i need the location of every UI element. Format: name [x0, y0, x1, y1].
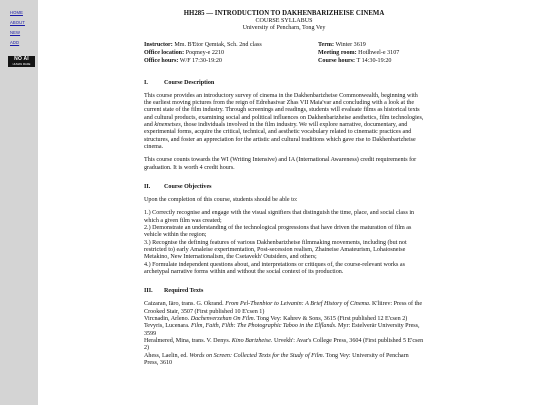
reference-title: Words on Screen: Collected Texts for the Study of Film	[189, 352, 323, 359]
reference-item	[144, 301, 424, 316]
objective-item: 2.) Demonstrate an understanding of the technological progressions that have driven the maturation of film as vehicle within the region;	[144, 225, 412, 239]
meeting-room-row	[318, 50, 399, 58]
badge-sub-text: HUMAN MADE	[12, 63, 31, 66]
description-paragraph	[144, 93, 424, 151]
reference-title: From Pel-Thenbior to Leivanin: A Brief History of Cinema	[225, 301, 369, 308]
reference-item	[144, 338, 424, 353]
course-hours-label: Course hours:	[318, 57, 356, 64]
objectives-intro: Upon the completion of this course, students should be able to:	[144, 197, 298, 204]
objective-item: 1.) Correctly recognise and engage with the visual signifiers that distinguish the time, place, and social class in which a given film was created;	[144, 210, 415, 224]
instructor-value: Mm. B'Etor Qemtak, Sch. 2nd class	[174, 41, 262, 48]
description-text-a: This course provides an introductory survey of cinema in the Dakhenbarizheise Commonwealth, beginning with the earliest moving pictures from the reign of Edrehasivar Zhas VII Maia'var and concluding with a look at the current state of the film industry. Through screenings and readings, students will evaluate films as historical texts and cultural products, examining social and political influences on Dakhenbarizheise aesthetics, film technologies, and	[144, 92, 424, 129]
reference-author: Caizaran, Iäro, trans. G. Okrand.	[144, 301, 226, 308]
reference-author: Tevyris, Lucenara.	[144, 323, 191, 330]
section-title: Course Description	[164, 79, 215, 86]
section-title: Required Texts	[164, 288, 204, 295]
course-info-left	[144, 42, 262, 66]
reference-title: Film, Faith, Filth: The Photographic Taboo in the Elflands	[190, 323, 335, 330]
reference-details: . Myr: Estelverär University Press, 3599	[144, 323, 420, 337]
reference-author: Heralmered, Mina, trans. V. Denys.	[144, 337, 232, 344]
reference-author: Vircnadin, Arleno.	[144, 316, 191, 323]
institution-name: University of Pencharn, Tong Vey	[242, 25, 326, 32]
course-info-right	[318, 42, 399, 66]
section-number: I.	[144, 79, 148, 86]
reference-title: Dachenverzehan On Film	[190, 316, 254, 323]
reference-details: . Tong Vey: University of Pencharn Press, 3610	[144, 352, 409, 366]
reference-details: . K'liirev: Press of the Crooked Stair, 3507 (First published 10 E'csen 1)	[144, 301, 423, 315]
reference-author: Ahess, Laelin, ed.	[144, 352, 190, 359]
course-hours-row	[318, 58, 399, 66]
section-heading-description	[144, 80, 424, 87]
objective-item: 3.) Recognise the defining features of various Dakhenbarizheise filmmaking movements, including (but not restricted to) early Amaleise experimentation, Post-secession realism, Zhaineise Amateurism, Lohaiosneise Metakino, New Internationalism, the Csetavekh' Outsiders, and others;	[144, 239, 407, 261]
section-number: II.	[144, 183, 151, 190]
objectives-list	[144, 210, 424, 276]
nav-link-about[interactable]: ABOUT	[10, 20, 25, 25]
syllabus-header	[144, 10, 424, 33]
required-texts-list	[144, 301, 424, 367]
meeting-room-value: Hotlhwel-e 3107	[358, 49, 400, 56]
nav-link-home[interactable]: HOME	[10, 10, 23, 15]
reference-item	[144, 323, 424, 338]
office-hours-row	[144, 58, 262, 66]
instructor-label: Instructor:	[144, 41, 173, 48]
badge-main-text: NO AI	[14, 56, 29, 62]
description-term: kinemetses	[154, 122, 181, 129]
reference-title: Kino Barizheise	[231, 337, 271, 344]
description-text-b: , those individuals involved in the film industry. We will explore narrative, documentary, and experimental forms, acquire the critical, technical, and aesthetic vocabulary related to cinematic practices and structures, and foster an appreciation for the artistic and cultural traditions which gave rise to Dakhenbarizheise cinema.	[144, 122, 416, 150]
office-location-label: Office location:	[144, 49, 185, 56]
term-row	[318, 42, 399, 50]
no-ai-badge[interactable]	[8, 56, 35, 67]
reference-details: . Tong Vey: Kahrev & Sons, 3615 (First published 12 E'csen 2)	[253, 316, 408, 323]
section-heading-objectives	[144, 184, 424, 191]
reference-item	[144, 353, 424, 368]
course-hours-value: T 14:30-19:20	[356, 57, 392, 64]
office-hours-label: Office hours:	[144, 57, 179, 64]
instructor-row	[144, 42, 262, 50]
document-subtitle: COURSE SYLLABUS	[255, 18, 313, 24]
section-number: III.	[144, 288, 153, 295]
reference-details: . Urvekh': Avar's College Press, 3604 (First published 5 E'csen 2)	[144, 337, 424, 352]
objective-item: 4.) Formulate independent questions about, and interpretations or critiques of, the course-relevant works as archetypal narrative forms within and without the social context of its production.	[144, 261, 405, 275]
section-title: Course Objectives	[164, 183, 212, 190]
office-location-value: Poqmey-e 2210	[185, 49, 225, 56]
section-heading-texts	[144, 288, 424, 295]
term-value: Winter 3619	[335, 41, 366, 48]
course-info	[144, 42, 424, 68]
course-title: HH285 — INTRODUCTION TO DAKHENBARIZHEISE CINEMA	[183, 10, 385, 17]
office-hours-value: W/F 17:30-19:20	[179, 57, 222, 64]
meeting-room-label: Meeting room:	[318, 49, 357, 56]
office-location-row	[144, 50, 262, 58]
term-label: Term:	[318, 41, 335, 48]
sidebar	[0, 0, 38, 405]
syllabus-content	[144, 10, 424, 367]
nav-link-new[interactable]: NEW	[10, 30, 21, 35]
credit-paragraph: This course counts towards the WI (Writing Intensive) and IA (International Awareness) credit requirements for graduation. It is worth 4 credit hours.	[144, 157, 417, 171]
nav-link-add[interactable]: ADD	[10, 40, 20, 45]
